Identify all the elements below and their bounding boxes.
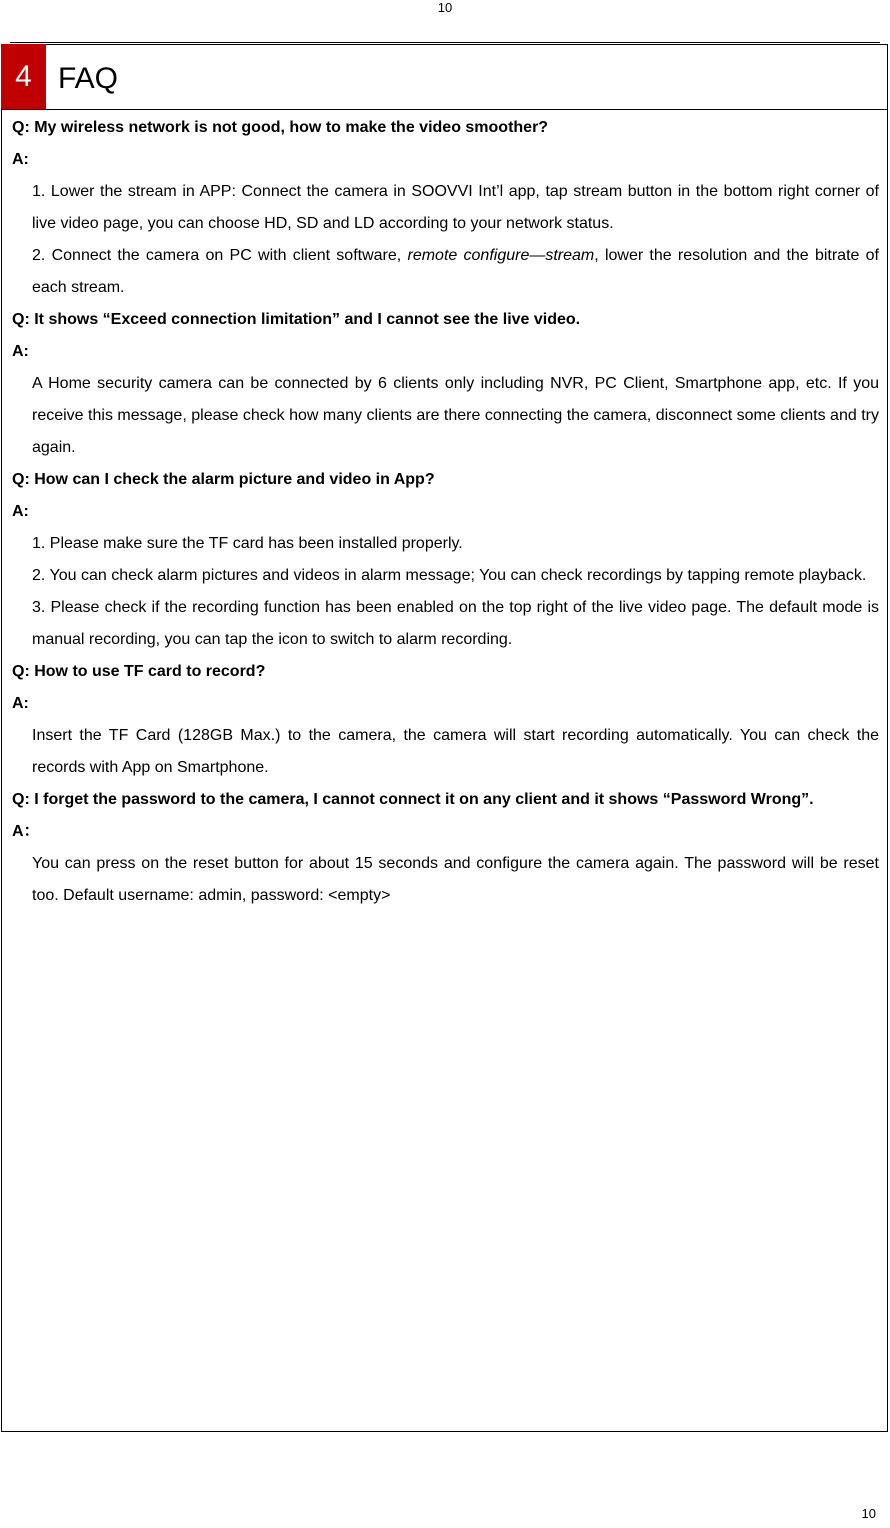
faq-question: Q: How to use TF card to record? bbox=[12, 663, 266, 680]
faq-item bbox=[12, 784, 879, 912]
faq-item bbox=[12, 304, 879, 464]
faq-item bbox=[12, 112, 879, 304]
answer-text: 2. Connect the camera on PC with client software, bbox=[32, 247, 408, 264]
faq-answer-paragraph: 1. Lower the stream in APP: Connect the camera in SOOVVI Int’l app, tap stream button in the bottom right corner of live video page, you can choose HD, SD and LD according to your network status. bbox=[32, 183, 879, 232]
page-number-top: 10 bbox=[437, 0, 453, 15]
faq-question: Q: My wireless network is not good, how to make the video smoother? bbox=[12, 119, 549, 136]
faq-answer-label: A： bbox=[12, 823, 40, 840]
faq-answer-label: A: bbox=[12, 695, 29, 712]
faq-question: Q: It shows “Exceed connection limitation” and I cannot see the live video. bbox=[12, 311, 581, 328]
faq-question: Q: How can I check the alarm picture and video in App? bbox=[12, 471, 435, 488]
faq-answer-paragraph: 1. Please make sure the TF card has been installed properly. bbox=[32, 535, 463, 552]
chapter-number: 4 bbox=[1, 44, 46, 109]
faq-answer-paragraph: 2. You can check alarm pictures and videos in alarm message; You can check recordings by tapping remote playback. bbox=[32, 567, 867, 584]
faq-item bbox=[12, 464, 879, 656]
faq-answer-paragraph: 3. Please check if the recording function has been enabled on the top right of the live video page. The default mode is manual recording, you can tap the icon to switch to alarm recording. bbox=[32, 599, 879, 648]
faq-answer-label: A: bbox=[12, 151, 29, 168]
faq-item bbox=[12, 656, 879, 784]
faq-answer-paragraph: You can press on the reset button for about 15 seconds and configure the camera again. The password will be reset too. Default username: admin, password: <empty> bbox=[32, 855, 879, 904]
faq-content bbox=[12, 112, 879, 912]
page-number-bottom: 10 bbox=[861, 1506, 876, 1521]
faq-answer-paragraph: Insert the TF Card (128GB Max.) to the camera, the camera will start recording automatically. You can check the records with App on Smartphone. bbox=[32, 727, 879, 776]
menu-path-text: remote configure—stream bbox=[407, 247, 595, 264]
faq-answer-paragraph bbox=[12, 240, 879, 304]
chapter-title: FAQ bbox=[58, 62, 119, 95]
answer-text: , lower the resolution and the bitrate of each stream. bbox=[32, 247, 880, 296]
header-rule bbox=[10, 42, 880, 43]
faq-answer-paragraph: A Home security camera can be connected by 6 clients only including NVR, PC Client, Smartphone app, etc. If you receive this message, please check how many clients are there connecting the camera, disconnect some clients and try again. bbox=[32, 375, 879, 456]
chapter-header bbox=[1, 44, 888, 110]
faq-answer-label: A: bbox=[12, 343, 29, 360]
faq-question: Q: I forget the password to the camera, I cannot connect it on any client and it shows “Password Wrong”. bbox=[12, 791, 814, 808]
faq-answer-label: A: bbox=[12, 503, 29, 520]
